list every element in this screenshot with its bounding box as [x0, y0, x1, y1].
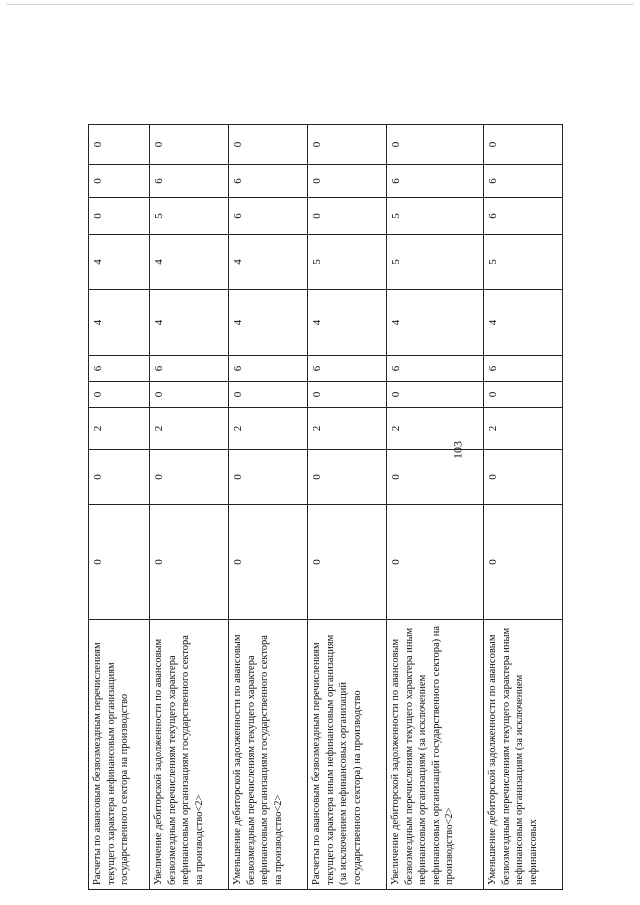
code-cell: 2: [89, 408, 150, 450]
report-table-container: [88, 125, 563, 890]
code-cell: 0: [89, 382, 150, 408]
code-cell: 0: [149, 382, 228, 408]
code-cell: 5: [307, 235, 386, 290]
row-description: Увеличение дебиторской задолженности по авансовым безвозмездным перечислениям текущего характера иным нефинансовым организациям (за исключением нефинансовых организаций государственного сектора) на производство<2>: [386, 620, 483, 890]
code-cell: 2: [307, 408, 386, 450]
code-cell: 5: [386, 235, 483, 290]
code-cell: 0: [386, 450, 483, 505]
row-description: Увеличение дебиторской задолженности по авансовым безвозмездным перечислениям текущего характера нефинансовым организациям государственного сектора на производство<2>: [149, 620, 228, 890]
code-cell: 6: [149, 356, 228, 382]
row-description: Уменьшение дебиторской задолженности по авансовым безвозмездным перечислениям текущего характера нефинансовым организациям государственного сектора на производство<2>: [228, 620, 307, 890]
code-cell: 4: [89, 235, 150, 290]
code-cell: 4: [149, 290, 228, 356]
code-cell: 0: [149, 125, 228, 165]
code-cell: 0: [307, 165, 386, 198]
code-cell: 2: [149, 408, 228, 450]
code-cell: 0: [307, 382, 386, 408]
code-cell: 0: [483, 382, 562, 408]
code-cell: 0: [386, 382, 483, 408]
code-cell: 2: [228, 408, 307, 450]
code-cell: 6: [149, 165, 228, 198]
code-cell: 0: [307, 505, 386, 620]
code-cell: 0: [149, 505, 228, 620]
code-cell: 4: [228, 235, 307, 290]
table-row: [149, 125, 228, 890]
row-description: Уменьшение дебиторской задолженности по авансовым безвозмездным перечислениям текущего характера иным нефинансовым организациям (за исключением нефинансовых: [483, 620, 562, 890]
code-cell: 0: [386, 505, 483, 620]
report-table: [88, 124, 563, 890]
code-cell: 2: [386, 408, 483, 450]
row-description: Расчеты по авансовым безвозмездным перечислениям текущего характера иным нефинансовым организациям (за исключением нефинансовых организаций государственного сектора) на производство: [307, 620, 386, 890]
code-cell: 6: [483, 165, 562, 198]
code-cell: 6: [307, 356, 386, 382]
code-cell: 4: [483, 290, 562, 356]
row-description: Расчеты по авансовым безвозмездным перечислениям текущего характера нефинансовым организациям государственного сектора на производство: [89, 620, 150, 890]
page-number: 103: [450, 441, 465, 459]
code-cell: 0: [149, 450, 228, 505]
code-cell: 0: [228, 505, 307, 620]
code-cell: 6: [228, 165, 307, 198]
code-cell: 0: [89, 198, 150, 235]
code-cell: 0: [307, 450, 386, 505]
code-cell: 0: [228, 382, 307, 408]
code-cell: 2: [483, 408, 562, 450]
code-cell: 0: [89, 505, 150, 620]
code-cell: 0: [483, 505, 562, 620]
table-row: [307, 125, 386, 890]
code-cell: 4: [149, 235, 228, 290]
table-row: [89, 125, 150, 890]
code-cell: 0: [483, 450, 562, 505]
code-cell: 0: [307, 198, 386, 235]
table-row: [386, 125, 483, 890]
code-cell: 4: [228, 290, 307, 356]
code-cell: 6: [89, 356, 150, 382]
code-cell: 6: [386, 165, 483, 198]
code-cell: 5: [149, 198, 228, 235]
table-row: [228, 125, 307, 890]
scan-edge-line: [6, 4, 634, 5]
code-cell: 4: [89, 290, 150, 356]
code-cell: 5: [483, 235, 562, 290]
table-row: [483, 125, 562, 890]
code-cell: 0: [386, 125, 483, 165]
code-cell: 6: [228, 198, 307, 235]
code-cell: 6: [483, 198, 562, 235]
code-cell: 0: [307, 125, 386, 165]
code-cell: 4: [386, 290, 483, 356]
code-cell: 0: [89, 450, 150, 505]
code-cell: 6: [228, 356, 307, 382]
code-cell: 0: [228, 125, 307, 165]
code-cell: 0: [483, 125, 562, 165]
code-cell: 0: [228, 450, 307, 505]
code-cell: 6: [483, 356, 562, 382]
code-cell: 0: [89, 125, 150, 165]
code-cell: 4: [307, 290, 386, 356]
code-cell: 5: [386, 198, 483, 235]
code-cell: 0: [89, 165, 150, 198]
code-cell: 6: [386, 356, 483, 382]
